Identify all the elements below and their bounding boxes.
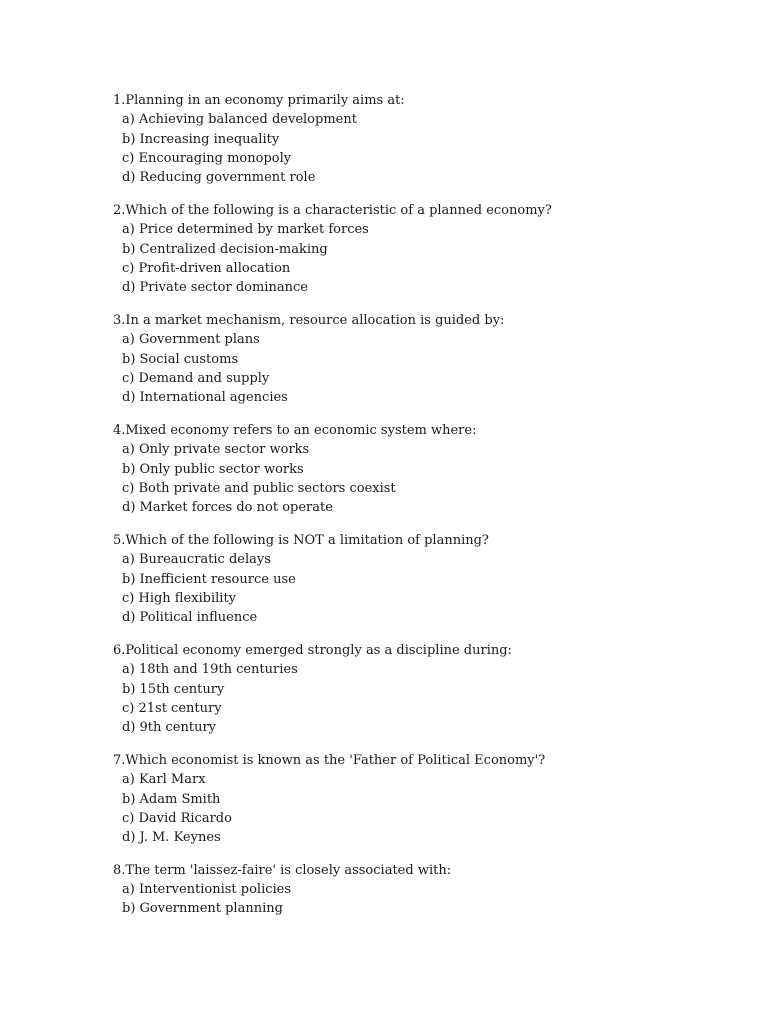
question-2 xyxy=(113,201,733,297)
option-b: b) Adam Smith xyxy=(122,791,221,807)
question-text: Mixed economy refers to an economic system where: xyxy=(125,422,477,438)
option-c: c) Encouraging monopoly xyxy=(122,150,292,166)
option-c: c) Both private and public sectors coexist xyxy=(122,480,396,496)
question-3 xyxy=(113,311,733,407)
question-8 xyxy=(113,861,733,919)
option-c: c) David Ricardo xyxy=(122,810,232,826)
question-number: 6. xyxy=(113,642,126,658)
option-b: b) Government planning xyxy=(122,901,283,917)
question-list xyxy=(113,91,733,932)
question-number: 3. xyxy=(113,312,126,328)
option-d: d) International agencies xyxy=(122,390,288,406)
question-1 xyxy=(113,91,733,187)
option-b: b) Social customs xyxy=(122,351,239,367)
question-text: Which of the following is NOT a limitation of planning? xyxy=(125,532,489,548)
question-text: Planning in an economy primarily aims at: xyxy=(125,93,405,108)
question-text: Which economist is known as the 'Father of Political Economy'? xyxy=(125,752,546,768)
option-d: d) 9th century xyxy=(122,720,217,736)
question-stem xyxy=(113,751,733,770)
question-7 xyxy=(113,751,733,847)
option-b: b) Centralized decision-making xyxy=(122,241,328,257)
option-b: b) Only public sector works xyxy=(122,461,304,477)
question-stem xyxy=(113,91,733,110)
question-4 xyxy=(113,421,733,517)
question-number: 7. xyxy=(113,752,126,768)
question-text: The term 'laissez-faire' is closely associated with: xyxy=(125,862,452,878)
question-number: 5. xyxy=(113,532,126,548)
option-a: a) 18th and 19th centuries xyxy=(122,662,298,678)
question-text: Which of the following is a characteristic of a planned economy? xyxy=(125,202,552,218)
option-b: b) Inefficient resource use xyxy=(122,571,296,587)
question-number: 1. xyxy=(113,93,126,108)
option-a: a) Government plans xyxy=(122,332,260,348)
question-stem xyxy=(113,201,733,220)
question-number: 4. xyxy=(113,422,126,438)
question-text: In a market mechanism, resource allocation is guided by: xyxy=(125,312,505,328)
question-number: 2. xyxy=(113,202,126,218)
option-c: c) Demand and supply xyxy=(122,370,270,386)
option-c: c) 21st century xyxy=(122,700,222,716)
option-a: a) Interventionist policies xyxy=(122,882,292,898)
option-b: b) 15th century xyxy=(122,681,225,697)
option-d: d) Reducing government role xyxy=(122,170,316,186)
option-a: a) Price determined by market forces xyxy=(122,222,369,238)
question-stem xyxy=(113,641,733,660)
option-a: a) Karl Marx xyxy=(122,772,206,788)
option-c: c) High flexibility xyxy=(122,590,237,606)
question-stem xyxy=(113,421,733,440)
option-d: d) J. M. Keynes xyxy=(122,830,221,846)
option-b: b) Increasing inequality xyxy=(122,131,280,147)
option-d: d) Market forces do not operate xyxy=(122,500,333,516)
question-number: 8. xyxy=(113,862,126,878)
question-6 xyxy=(113,641,733,737)
option-d: d) Political influence xyxy=(122,610,258,626)
question-5 xyxy=(113,531,733,627)
question-stem xyxy=(113,861,733,880)
option-d: d) Private sector dominance xyxy=(122,280,308,296)
question-stem xyxy=(113,531,733,550)
question-stem xyxy=(113,311,733,330)
option-a: a) Bureaucratic delays xyxy=(122,552,271,568)
option-c: c) Profit-driven allocation xyxy=(122,260,291,276)
option-a: a) Achieving balanced development xyxy=(122,112,357,128)
question-text: Political economy emerged strongly as a discipline during: xyxy=(125,642,512,658)
option-a: a) Only private sector works xyxy=(122,442,310,458)
